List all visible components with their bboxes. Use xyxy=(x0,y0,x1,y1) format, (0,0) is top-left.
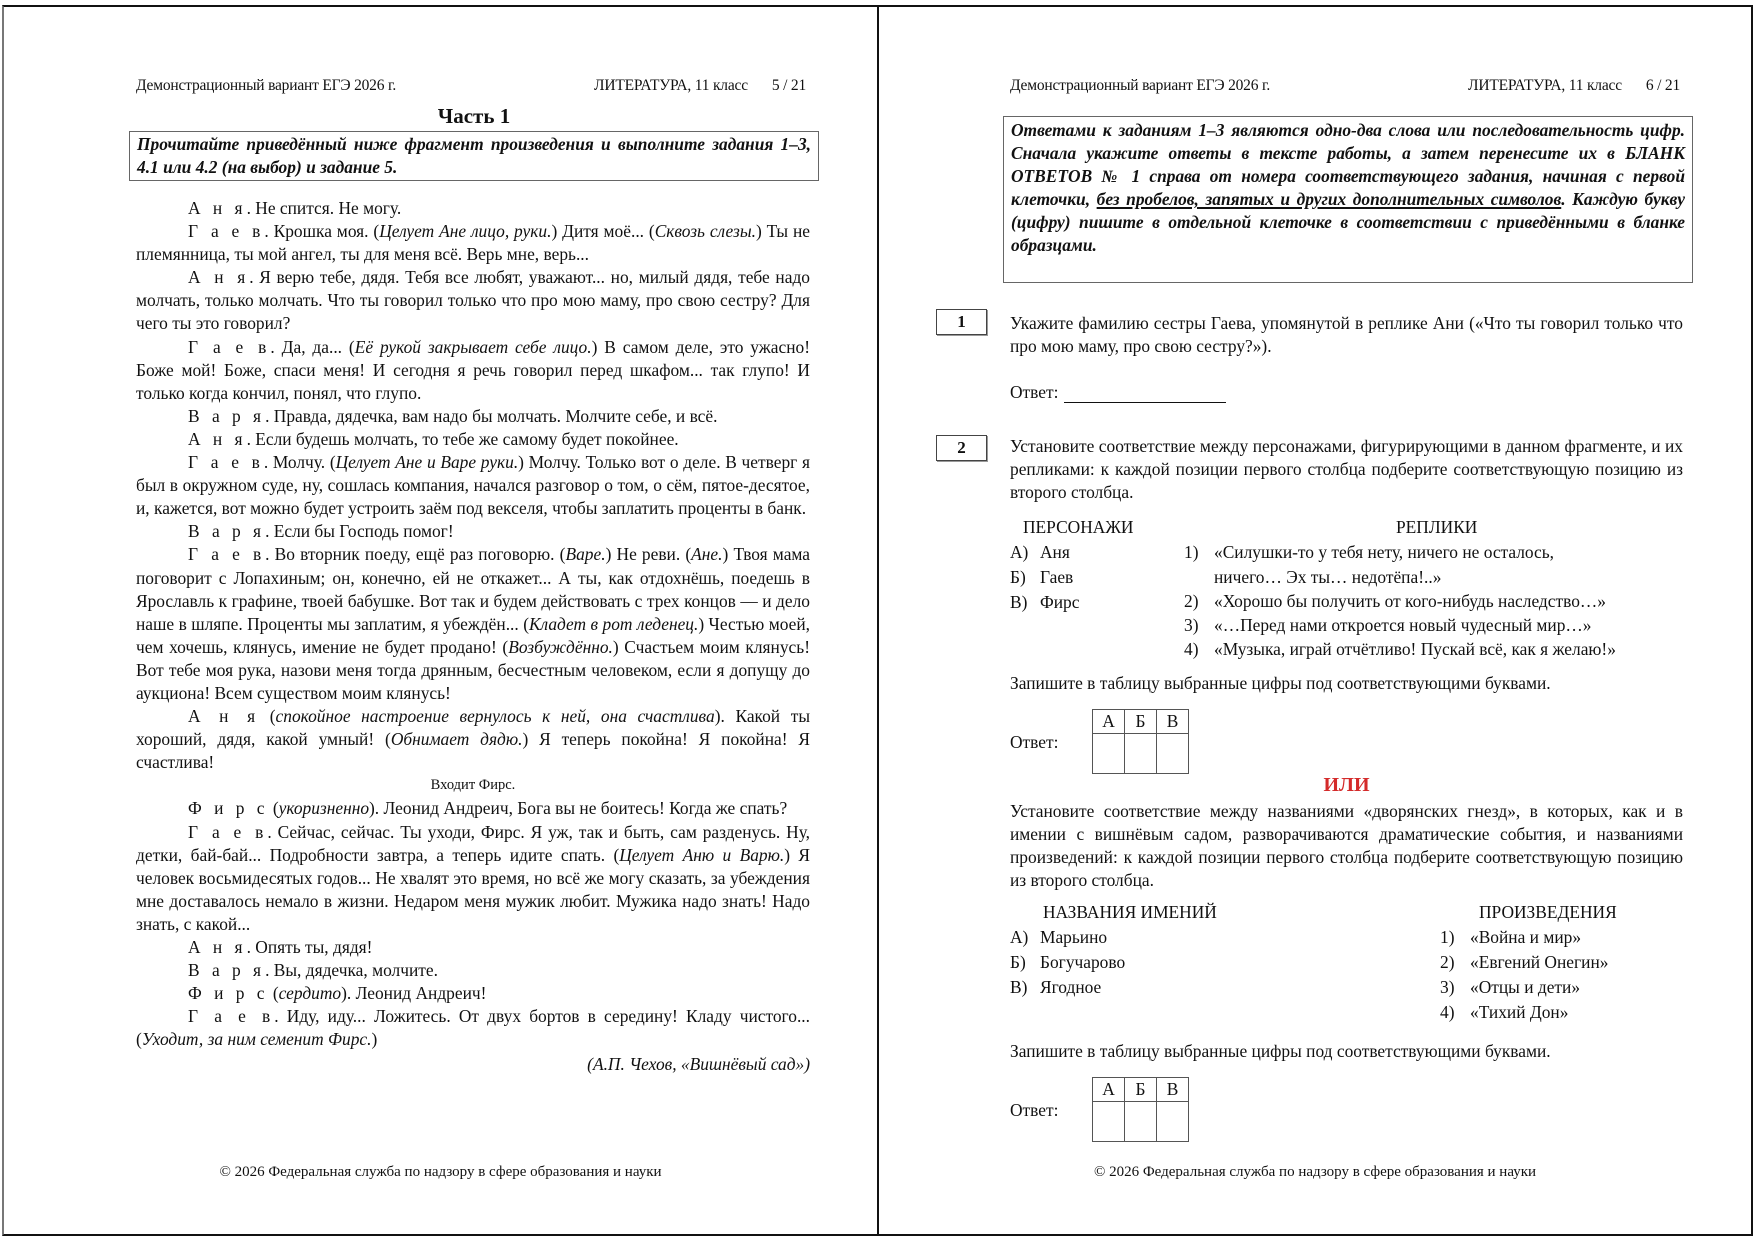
page-footer: © 2026 Федеральная служба по надзору в сфере образования и науки xyxy=(1093,1164,1537,1180)
instruction-underlined: без пробелов, запятых и других дополнительных символов xyxy=(1096,189,1562,209)
page-6 xyxy=(877,5,1753,1236)
dialogue-line: Г а е в. Крошка моя. (Целует Ане лицо, руки.) Дитя моё... (Сквозь слезы.) Ты не племянница, ты мой ангел, ты для меня всё. Верь мне, верь... xyxy=(136,221,810,265)
option-key: 1) xyxy=(1184,542,1199,562)
table-header-v: В xyxy=(1157,710,1189,734)
option-a xyxy=(1010,925,1107,950)
speaker-name: Г а е в xyxy=(188,1006,275,1027)
column-title-works: ПРОИЗВЕДЕНИЯ xyxy=(1479,902,1617,922)
option-value: Аня xyxy=(1040,542,1070,562)
task-2-alt-answer-table xyxy=(1092,1077,1189,1142)
dialogue-line: В а р я. Если бы Господь помог! xyxy=(188,521,454,542)
dialogue-line: А н я. Опять ты, дядя! xyxy=(188,937,373,957)
option-key: А) xyxy=(1010,542,1029,562)
header-subject-text: ЛИТЕРАТУРА, 11 класс xyxy=(594,77,748,94)
option-value-line1: «Силушки-то у тебя нету, ничего не осталось, xyxy=(1214,542,1555,562)
stage-remark: Возбуждённо. xyxy=(508,636,613,657)
option-3 xyxy=(1440,975,1580,1000)
speaker-name: А н я xyxy=(188,428,247,449)
option-value: «Музыка, играй отчётливо! Пускай всё, как я желаю!» xyxy=(1214,639,1616,659)
task-number-2: 2 xyxy=(936,435,987,461)
page-5 xyxy=(2,5,878,1236)
task-1-answer-field[interactable] xyxy=(1064,384,1226,403)
option-value: Ягодное xyxy=(1040,977,1102,997)
table-header-b: Б xyxy=(1125,710,1157,734)
stage-remark: Кладет в рот леденец. xyxy=(528,613,699,634)
header-exam-title: Демонстрационный вариант ЕГЭ 2026 г. xyxy=(1010,77,1271,94)
speaker-name: Г а е в xyxy=(188,452,264,473)
dialogue-line: Г а е в. Да, да... (Её рукой закрывает себе лицо.) В самом деле, это ужасно! Боже мой! Боже, спаси меня! И сегодня я речь говорил перед шкафом... так глупо! И только когда кончил, понял, что глупо. xyxy=(136,336,810,403)
option-b xyxy=(1010,950,1125,975)
option-value: «…Перед нами откроется новый чудесный мир…» xyxy=(1214,615,1592,635)
answer-label: Ответ: xyxy=(1010,1100,1059,1120)
header-exam-title: Демонстрационный вариант ЕГЭ 2026 г. xyxy=(136,77,397,94)
table-header-a: А xyxy=(1093,1078,1125,1102)
instruction-text-end: . Каждую букву (цифру) пишите в отдельной клеточке в соответствии с приведёнными в бланке образцами. xyxy=(1011,189,1685,255)
column-title-characters: ПЕРСОНАЖИ xyxy=(1023,517,1134,537)
option-4 xyxy=(1184,637,1616,662)
option-key: 2) xyxy=(1184,591,1199,611)
dialogue-line: А н я. Если будешь молчать, то тебе же самому будет покойнее. xyxy=(188,428,679,449)
option-v xyxy=(1010,590,1079,615)
dialogue-line: А н я. Не спится. Не могу. xyxy=(188,198,402,218)
speaker-name: А н я xyxy=(188,198,247,218)
option-key: Б) xyxy=(1010,567,1026,587)
stage-remark: Целует Ане лицо, руки. xyxy=(379,221,552,242)
answer-cell-v[interactable] xyxy=(1157,734,1189,774)
stage-remark: спокойное настроение вернулось к ней, она счастлива xyxy=(275,706,715,727)
instruction-text: Ответами к заданиям 1–3 являются одно-два слова или последовательность цифр. Сначала укажите ответы в тексте работы, а затем перенесите их в БЛАНК ОТВЕТОВ № 1 справа от номера соответствующего задания, начиная с первой клеточки, xyxy=(1011,120,1685,209)
literary-excerpt xyxy=(136,197,810,1077)
option-2 xyxy=(1440,950,1608,975)
column-title-estates: НАЗВАНИЯ ИМЕНИЙ xyxy=(1043,902,1217,922)
option-key: 2) xyxy=(1440,952,1455,972)
task-number-1: 1 xyxy=(936,309,987,335)
option-value: «Евгений Онегин» xyxy=(1470,952,1609,972)
dialogue-line: А н я. Я верю тебе, дядя. Тебя все любят, уважают... но, милый дядя, тебе надо молчать, только молчать. Что ты говорил только что про мою маму, про свою сестру? Для чего ты это говорил? xyxy=(136,267,810,334)
speaker-name: А н я xyxy=(188,267,250,288)
table-instruction: Запишите в таблицу выбранные цифры под соответствующими буквами. xyxy=(1010,1041,1551,1061)
speaker-name: Ф и р с xyxy=(188,798,269,819)
table-header-v: В xyxy=(1157,1078,1189,1102)
speaker-name: В а р я xyxy=(188,521,266,542)
option-key: 4) xyxy=(1184,639,1199,659)
option-3 xyxy=(1184,613,1592,638)
option-v xyxy=(1010,975,1101,1000)
option-key: 1) xyxy=(1440,927,1455,947)
stage-remark: Целует Аню и Варю. xyxy=(619,844,785,865)
stage-remark: Целует Ане и Варе руки. xyxy=(335,452,519,473)
stage-remark: укоризненно xyxy=(278,798,370,819)
task-2-alt-text: Установите соответствие между названиями «дворянских гнезд», в которых, как и в имении с вишнёвым садом, разворачиваются драматические события, и названиями произведений: к каждой позиции первого столбца подберите соответствующую позицию из второго столбца. xyxy=(1010,801,1683,891)
option-1 xyxy=(1440,925,1581,950)
task-2-answer-table xyxy=(1092,709,1189,774)
speaker-name: Г а е в xyxy=(188,544,266,565)
column-title-lines: РЕПЛИКИ xyxy=(1396,517,1478,537)
table-header-b: Б xyxy=(1125,1078,1157,1102)
option-value: «Война и мир» xyxy=(1470,927,1582,947)
dialogue-line: Г а е в. Иду, иду... Ложитесь. От двух бортов в середину! Кладу чистого... (Уходит, за ним семенит Фирс.) xyxy=(136,1006,810,1050)
option-1 xyxy=(1184,540,1554,589)
answer-instruction-box xyxy=(1003,116,1693,283)
task-1-text: Укажите фамилию сестры Гаева, упомянутой в реплике Ани («Что ты говорил только что про мою маму, про свою сестру?»). xyxy=(1010,313,1683,357)
stage-remark: Уходит, за ним семенит Фирс. xyxy=(141,1029,372,1050)
speaker-name: Г а е в xyxy=(188,336,271,357)
option-value: Марьино xyxy=(1040,927,1108,947)
or-separator: ИЛИ xyxy=(1323,774,1370,796)
answer-label: Ответ: xyxy=(1010,732,1059,752)
dialogue-line: Г а е в. Молчу. (Целует Ане и Варе руки.) Молчу. Только вот о деле. В четверг я был в окружном суде, ну, сошлась компания, начался разговор о том, о сём, пятое-десятое, и, кажется, вот можно будет устроить заём под векселя, чтобы заплатить проценты в банк. xyxy=(136,452,810,519)
speaker-name: В а р я xyxy=(188,405,266,426)
dialogue-line: А н я (спокойное настроение вернулось к ней, она счастлива). Какой ты хороший, дядя, какой умный! (Обнимает дядю.) Я теперь покойна! Я покойна! Я счастлива! xyxy=(136,706,811,773)
answer-cell-v[interactable] xyxy=(1157,1102,1189,1142)
header-subject xyxy=(594,77,806,95)
speaker-name: А н я xyxy=(188,706,260,727)
stage-remark: Варе. xyxy=(565,544,606,565)
stage-remark: Обнимает дядю. xyxy=(390,729,523,750)
option-key: А) xyxy=(1010,927,1029,947)
speaker-name: В а р я xyxy=(188,960,266,981)
source-citation: (А.П. Чехов, «Вишнёвый сад») xyxy=(587,1054,810,1075)
page-footer: © 2026 Федеральная служба по надзору в сфере образования и науки xyxy=(219,1164,662,1180)
page-number: 6 / 21 xyxy=(1645,77,1680,94)
dialogue-line: Г а е в. Во вторник поеду, ещё раз поговорю. (Варе.) Не реви. (Ане.) Твоя мама поговорит с Лопахиным; он, конечно, ей не откажет... А ты, как отдохнёшь, поедешь в Ярославль к графине, твоей бабушке. Вот так и будем действовать с трех концов — и дело наше в шляпе. Проценты мы заплатим, я убеждён... (Кладет в рот леденец.) Честью моей, чем хочешь, клянусь, имение не будет продано! (Возбуждённо.) Счастьем моим клянусь! Вот тебе моя рука, назови меня тогда дрянным, бесчестным человеком, если я допущу до аукциона! Всем существом моим клянусь! xyxy=(136,544,811,703)
stage-remark: Ане. xyxy=(691,544,723,565)
option-key: Б) xyxy=(1010,952,1026,972)
page-number: 5 / 21 xyxy=(771,77,806,94)
header-subject xyxy=(1468,77,1680,95)
speaker-name: Г а е в xyxy=(188,221,265,242)
option-key: 3) xyxy=(1440,977,1455,997)
answer-cell-b[interactable] xyxy=(1125,734,1157,774)
option-value: «Отцы и дети» xyxy=(1470,977,1581,997)
option-key: 3) xyxy=(1184,615,1199,635)
option-value xyxy=(1214,540,1554,589)
header-subject-text: ЛИТЕРАТУРА, 11 класс xyxy=(1468,77,1622,94)
stage-direction: Входит Фирс. xyxy=(430,777,516,794)
table-header-a: А xyxy=(1093,710,1125,734)
dialogue-line: В а р я. Правда, дядечка, вам надо бы молчать. Молчите себе, и всё. xyxy=(188,405,718,426)
speaker-name: Ф и р с xyxy=(188,983,269,1004)
stage-remark: Сквозь слезы. xyxy=(654,221,756,242)
stage-remark: Её рукой закрывает себе лицо. xyxy=(354,336,592,357)
speaker-name: А н я xyxy=(188,937,247,957)
option-key: В) xyxy=(1010,977,1028,997)
table-instruction: Запишите в таблицу выбранные цифры под соответствующими буквами. xyxy=(1010,673,1551,693)
stage-remark: сердито xyxy=(278,983,342,1004)
answer-cell-a[interactable] xyxy=(1093,1102,1125,1142)
part-title: Часть 1 xyxy=(437,104,511,128)
option-4 xyxy=(1440,1000,1568,1025)
answer-label: Ответ: xyxy=(1010,382,1059,402)
option-b xyxy=(1010,565,1073,590)
option-a xyxy=(1010,540,1070,565)
speaker-name: Г а е в xyxy=(188,821,268,842)
option-value: Фирс xyxy=(1040,592,1080,612)
option-value: «Тихий Дон» xyxy=(1470,1002,1569,1022)
option-value: Богучарово xyxy=(1040,952,1126,972)
option-2 xyxy=(1184,589,1606,614)
task-1-answer xyxy=(1010,382,1226,403)
option-value: Гаев xyxy=(1040,567,1074,587)
instruction-box: Прочитайте приведённый ниже фрагмент произведения и выполните задания 1–3, 4.1 или 4.2 (на выбор) и задание 5. xyxy=(129,131,819,181)
dialogue-line: Ф и р с (сердито). Леонид Андреич! xyxy=(188,983,487,1004)
dialogue-line: Г а е в. Сейчас, сейчас. Ты уходи, Фирс. Я уж, так и быть, сам разденусь. Ну, детки, бай-бай... Подробности завтра, а теперь идите спать. (Целует Аню и Варю.) Я человек восьмидесятых годов... Не хвалят это время, но всё же могу сказать, за убеждения мне доставалось немало в жизни. Недаром меня мужик любит. Мужика надо знать! Надо знать, с какой... xyxy=(136,821,810,934)
option-key: В) xyxy=(1010,592,1028,612)
option-value: «Хорошо бы получить от кого-нибудь наследство…» xyxy=(1214,591,1606,611)
dialogue-line: Ф и р с (укоризненно). Леонид Андреич, Бога вы не боитесь! Когда же спать? xyxy=(188,798,788,819)
dialogue-line: В а р я. Вы, дядечка, молчите. xyxy=(188,960,438,981)
option-key: 4) xyxy=(1440,1002,1455,1022)
option-value-line2: ничего… Эх ты… недотёпа!..» xyxy=(1214,566,1442,587)
answer-cell-b[interactable] xyxy=(1125,1102,1157,1142)
answer-cell-a[interactable] xyxy=(1093,734,1125,774)
task-2-text: Установите соответствие между персонажами, фигурирующими в данном фрагменте, и их репликами: к каждой позиции первого столбца подберите соответствующую позицию из второго столбца. xyxy=(1010,436,1683,503)
